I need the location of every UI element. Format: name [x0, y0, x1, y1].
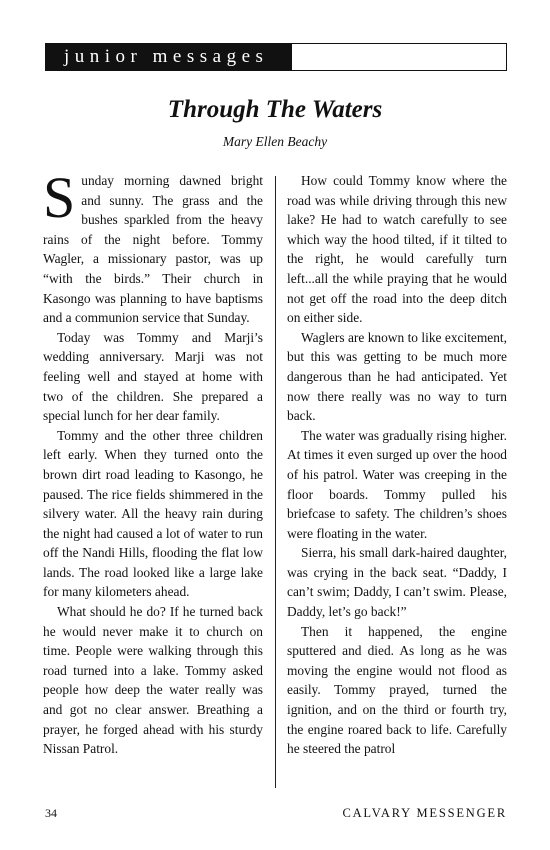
paragraph-9: Then it happened, the engine sputtered and died. As long as he was moving the engine would not flood as easily. Tommy prayed, turned the ignition, and on the third or fourth try, the engine roared back to life. Carefully he steered the patrol	[287, 623, 507, 757]
section-banner	[45, 43, 507, 71]
left-column	[43, 165, 263, 759]
paragraph-3: Tommy and the other three children left early. When they turned onto the brown dirt road leading to Kasongo, he paused. The rice fields shimmered in the silvery water. All the heavy rain during the night had caused a lot of water to run off the Nandi Hills, flooding the flat low lands. The road looked like a large lake for many kilometers ahead.	[43, 427, 263, 600]
paragraph-2: Today was Tommy and Marji’s wedding anniversary. Marji was not feeling well and stayed at home with two of the children. She prepared a special lunch for her dear family.	[43, 329, 263, 424]
publication-name: CALVARY MESSENGER	[342, 805, 507, 820]
column-divider	[275, 176, 276, 788]
page-footer	[45, 804, 507, 822]
article-title: Through The Waters	[167, 96, 383, 123]
paragraph-7: The water was gradually rising higher. At times it even surged up over the hood of his patrol. Water was creeping in the floor boards. Tommy pulled his briefcase to safety. The children’s shoes were floating in the water.	[287, 427, 508, 541]
paragraph-8: Sierra, his small dark-haired daughter, was crying in the back seat. “Daddy, I can’t swim; Daddy, I can’t swim. Please, Daddy, let’s go back!”	[287, 545, 507, 620]
section-banner-label: junior messages	[46, 44, 292, 70]
page-number: 34	[45, 805, 57, 820]
paragraph-6: Waglers are known to like excitement, but this was getting to be much more dangerous than he had anticipated. Yet now there really was no way to turn back.	[287, 329, 507, 424]
right-column	[287, 171, 507, 759]
paragraph-4: What should he do? If he turned back he would never make it to church on time. People were walking through this road turned into a lake. Tommy asked people how deep the water really was and got no clear answer. Breathing a prayer, he forged ahead with his sturdy Nissan Patrol.	[43, 604, 263, 757]
article-author: Mary Ellen Beachy	[222, 134, 328, 149]
paragraph-5: How could Tommy know where the road was while driving through this new lake? He had to watch carefully to see which way the hood tilted, if it tilted to the right, he would carefully turn left...all the while praying that he would not get off the road into the deep ditch on either side.	[287, 173, 507, 326]
drop-cap: S	[43, 165, 76, 230]
paragraph-1: Sunday morning dawned bright and sunny. The grass and the bushes sparkled from the heavy rains of the night before. Tommy Wagler, a missionary pastor, was up “with the birds.” Their church in Kasongo was planning to have baptisms and a communion service that Sunday.	[43, 165, 263, 326]
